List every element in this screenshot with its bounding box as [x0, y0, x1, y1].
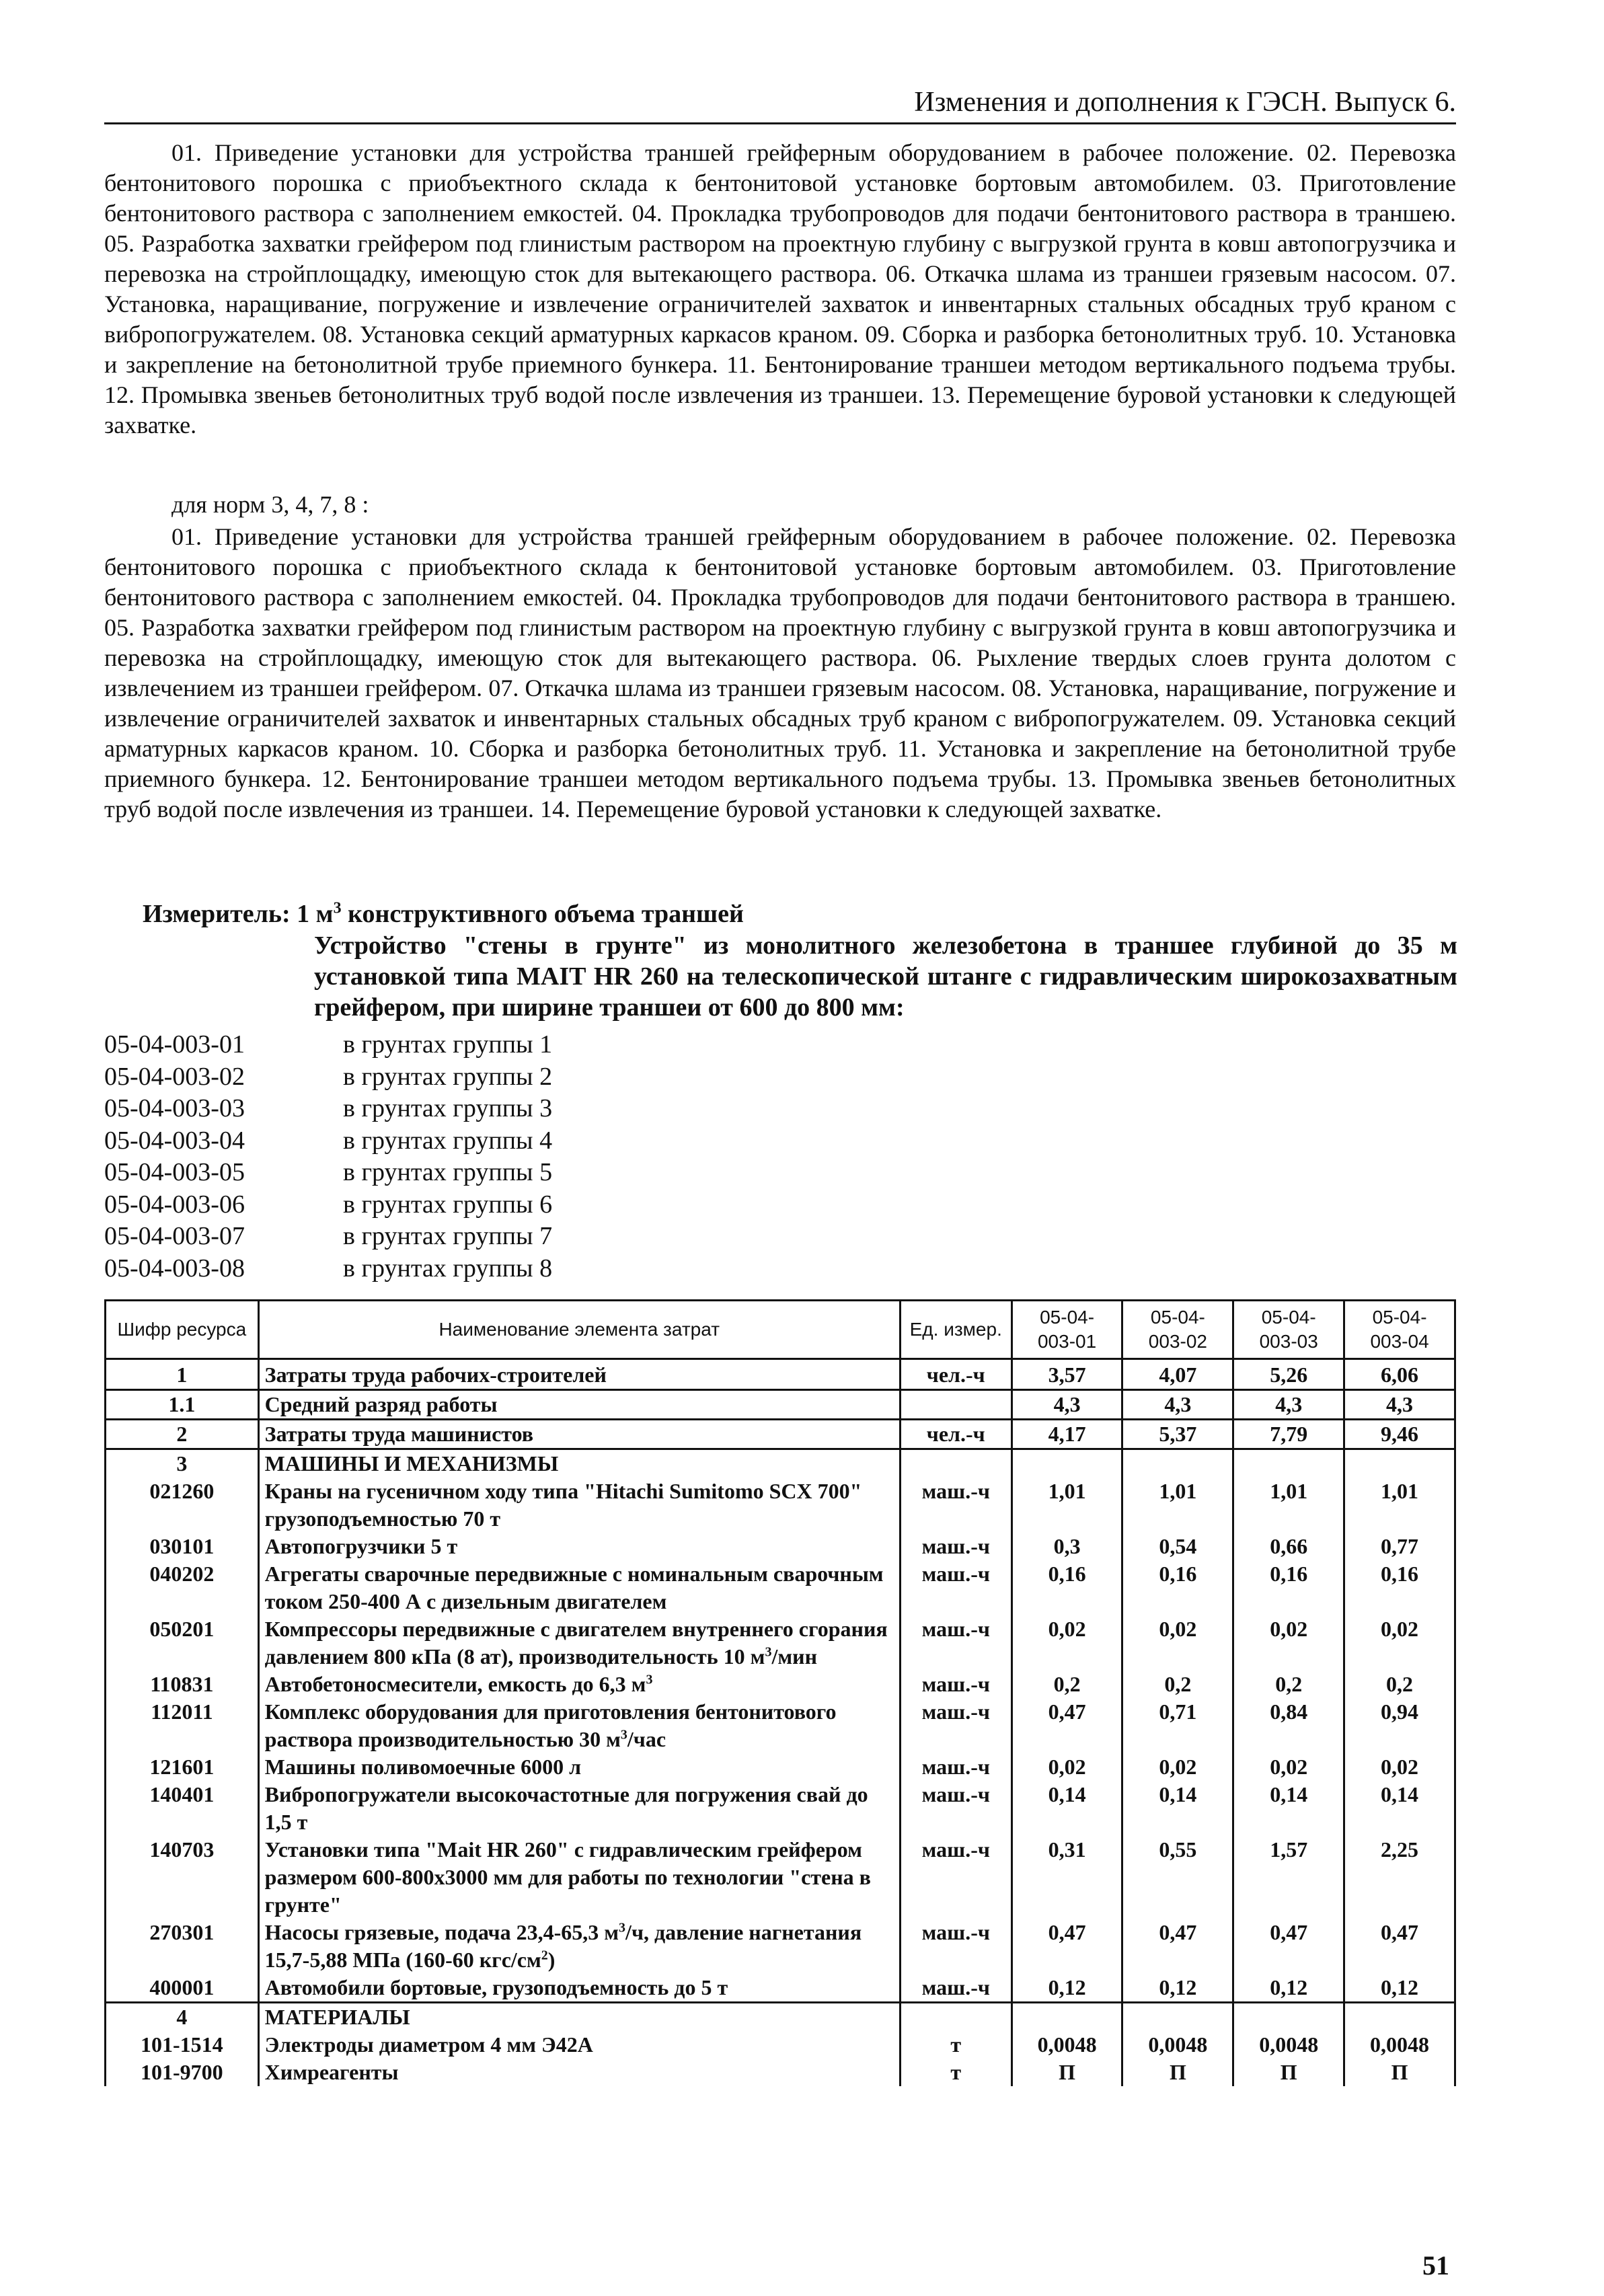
resource-value: 0,55: [1122, 1836, 1233, 1919]
resource-value: 4,17: [1011, 1420, 1122, 1449]
resource-code: 270301: [106, 1919, 259, 1974]
resource-value: [1233, 1449, 1344, 1478]
resource-value: 4,07: [1122, 1359, 1233, 1390]
resource-value: 0,12: [1233, 1974, 1344, 2003]
header-title: Изменения и дополнения к ГЭСН. Выпуск 6.: [914, 87, 1456, 118]
norm-code: 05-04-003-06: [104, 1190, 245, 1219]
table-row: [106, 1560, 1455, 1615]
resource-unit: чел.-ч: [900, 1420, 1011, 1449]
work-composition-paragraph-1: 01. Приведение установки для устройства траншей грейферным оборудованием в рабочее положение. 02. Перевозка бентонитового порошка с приобъектного склада к бентонитовой установке бортовым автомобилем. 03. Приготовление бентонитового раствора с заполнением емкостей. 04. Прокладка трубопроводов для подачи бентонитового раствора в траншею. 05. Разработка захватки грейфером под глинистым раствором на проектную глубину с выгрузкой грунта в ковш автопогрузчика и перевозка на стройплощадку, имеющую сток для вытекающего раствора. 06. Откачка шлама из траншеи грязевым насосом. 07. Установка, наращивание, погружение и извлечение ограничителей захваток и инвентарных стальных обсадных труб краном с вибропогружателем. 08. Установка секций арматурных каркасов краном. 09. Сборка и разборка бетонолитных труб. 10. Установка и закрепление на бетонолитной трубе приемного бункера. 11. Бентонирование траншеи методом вертикального подъема трубы. 12. Промывка звеньев бетонолитных труб водой после извлечения из траншеи. 13. Перемещение буровой установки к следующей захватке.: [104, 139, 1456, 438]
table-row: [106, 1359, 1455, 1390]
resource-value: 0,31: [1011, 1836, 1122, 1919]
norm-code-label: в грунтах группы 6: [343, 1190, 553, 1219]
resource-value: 2,25: [1344, 1836, 1455, 1919]
resource-value: 0,0048: [1344, 2031, 1455, 2059]
resource-value: 1,01: [1233, 1478, 1344, 1533]
resource-name: Машины поливомоечные 6000 л: [258, 1753, 900, 1781]
page-number: 51: [1422, 2250, 1449, 2281]
resource-value: 1,01: [1011, 1478, 1122, 1533]
resource-unit: маш.-ч: [900, 1615, 1011, 1671]
table-row: [106, 1420, 1455, 1449]
resource-name: Краны на гусеничном ходу типа "Hitachi Sumitomo SCX 700" грузоподъемностью 70 т: [258, 1478, 900, 1533]
resource-name: Установки типа "Mait HR 260" с гидравлическим грейфером размером 600-800х3000 мм для работы по технологии "стена в грунте": [258, 1836, 900, 1919]
resource-value: 0,12: [1122, 1974, 1233, 2003]
resource-value: П: [1011, 2059, 1122, 2086]
column-header: 05-04- 003-03: [1233, 1301, 1344, 1359]
norm-code: 05-04-003-02: [104, 1062, 245, 1091]
resource-value: 0,2: [1011, 1671, 1122, 1698]
resource-code: 140401: [106, 1781, 259, 1836]
resource-value: 1,57: [1233, 1836, 1344, 1919]
resource-value: 0,54: [1122, 1533, 1233, 1560]
column-header: Ед. измер.: [900, 1301, 1011, 1359]
norm-code-label: в грунтах группы 1: [343, 1030, 553, 1059]
measure-label: Измеритель:: [143, 900, 291, 928]
resource-name: Средний разряд работы: [258, 1390, 900, 1420]
resource-value: 3,57: [1011, 1359, 1122, 1390]
resource-value: 0,02: [1233, 1753, 1344, 1781]
norm-code-row: [104, 1125, 552, 1157]
norm-code: 05-04-003-08: [104, 1254, 245, 1283]
norm-code: 05-04-003-05: [104, 1158, 245, 1186]
table-body: [106, 1359, 1455, 2087]
resource-value: 0,2: [1233, 1671, 1344, 1698]
column-header: Наименование элемента затрат: [258, 1301, 900, 1359]
column-header: Шифр ресурса: [106, 1301, 259, 1359]
table-row: [106, 1836, 1455, 1919]
norm-code: 05-04-003-07: [104, 1222, 245, 1250]
norm-code-label: в грунтах группы 3: [343, 1094, 553, 1122]
resource-value: [1011, 2003, 1122, 2032]
resource-value: 0,47: [1011, 1919, 1122, 1974]
resource-value: 0,02: [1344, 1753, 1455, 1781]
norm-code: 05-04-003-01: [104, 1030, 245, 1059]
table-header-row: [106, 1301, 1455, 1359]
resource-value: 0,14: [1233, 1781, 1344, 1836]
norm-code-row: [104, 1189, 552, 1221]
resource-value: П: [1122, 2059, 1233, 2086]
resource-value: 0,47: [1344, 1919, 1455, 1974]
resource-name: Насосы грязевые, подача 23,4-65,3 $м^3/ч$, давление нагнетания 15,7-5,88 МПа (160-60 кгс/$см^2$): [258, 1919, 900, 1974]
measure-unit: [143, 899, 744, 929]
resource-code: 101-9700: [106, 2059, 259, 2086]
resource-value: 4,3: [1122, 1390, 1233, 1420]
resource-table: [104, 1299, 1456, 2086]
resource-code: 110831: [106, 1671, 259, 1698]
resource-value: 5,37: [1122, 1420, 1233, 1449]
resource-unit: маш.-ч: [900, 1919, 1011, 1974]
resource-value: 0,16: [1011, 1560, 1122, 1615]
resource-code: 112011: [106, 1698, 259, 1753]
resource-code: 050201: [106, 1615, 259, 1671]
norm-code-list: [104, 1029, 552, 1285]
resource-value: 0,02: [1011, 1615, 1122, 1671]
resource-name: Электроды диаметром 4 мм Э42А: [258, 2031, 900, 2059]
norm-code-label: в грунтах группы 7: [343, 1222, 553, 1250]
resource-unit: [900, 1449, 1011, 1478]
resource-code: 2: [106, 1420, 259, 1449]
resource-value: 0,0048: [1011, 2031, 1122, 2059]
norm-code-label: в грунтах группы 4: [343, 1126, 553, 1155]
resource-unit: т: [900, 2059, 1011, 2086]
norm-code: 05-04-003-03: [104, 1094, 245, 1122]
norm-code-label: в грунтах группы 5: [343, 1158, 553, 1186]
table-row: [106, 1919, 1455, 1974]
table-row: [106, 1698, 1455, 1753]
resource-code: 101-1514: [106, 2031, 259, 2059]
resource-value: 0,47: [1011, 1698, 1122, 1753]
resource-value: 0,84: [1233, 1698, 1344, 1753]
resource-value: 0,02: [1122, 1753, 1233, 1781]
resource-name: Комплекс оборудования для приготовления бентонитового раствора производительностью 30 $м^3$/час: [258, 1698, 900, 1753]
resource-name: Затраты труда рабочих-строителей: [258, 1359, 900, 1390]
resource-unit: маш.-ч: [900, 1753, 1011, 1781]
norm-code-row: [104, 1253, 552, 1285]
resource-value: 4,3: [1011, 1390, 1122, 1420]
resource-value: 7,79: [1233, 1420, 1344, 1449]
resource-name: МАШИНЫ И МЕХАНИЗМЫ: [258, 1449, 900, 1478]
norm-description: Устройство "стены в грунте" из монолитного железобетона в траншее глубиной до 35 м установкой типа MAIT HR 260 на телескопической штанге с гидравлическим широкозахватным грейфером, при ширине траншеи от 600 до 800 мм:: [314, 931, 1457, 1022]
table-row: [106, 2059, 1455, 2086]
resource-unit: маш.-ч: [900, 1781, 1011, 1836]
resource-unit: т: [900, 2031, 1011, 2059]
resource-value: 0,02: [1122, 1615, 1233, 1671]
resource-code: 3: [106, 1449, 259, 1478]
resource-name: Затраты труда машинистов: [258, 1420, 900, 1449]
table-row: [106, 1671, 1455, 1698]
table-row: [106, 1449, 1455, 1478]
resource-unit: чел.-ч: [900, 1359, 1011, 1390]
resource-value: [1344, 2003, 1455, 2032]
resource-code: 1: [106, 1359, 259, 1390]
resource-code: 4: [106, 2003, 259, 2032]
resource-unit: [900, 2003, 1011, 2032]
resource-value: [1122, 1449, 1233, 1478]
table-row: [106, 2003, 1455, 2032]
resource-value: 0,94: [1344, 1698, 1455, 1753]
column-header: 05-04- 003-02: [1122, 1301, 1233, 1359]
resource-name: Автопогрузчики 5 т: [258, 1533, 900, 1560]
resource-name: МАТЕРИАЛЫ: [258, 2003, 900, 2032]
norm-code: 05-04-003-04: [104, 1126, 245, 1155]
resource-value: 0,47: [1233, 1919, 1344, 1974]
norm-code-row: [104, 1221, 552, 1253]
resource-value: П: [1233, 2059, 1344, 2086]
resource-value: 0,3: [1011, 1533, 1122, 1560]
resource-value: 0,02: [1344, 1615, 1455, 1671]
resource-unit: маш.-ч: [900, 1533, 1011, 1560]
resource-unit: маш.-ч: [900, 1836, 1011, 1919]
resource-code: 1.1: [106, 1390, 259, 1420]
resource-value: П: [1344, 2059, 1455, 2086]
resource-code: 140703: [106, 1836, 259, 1919]
measure-value: 1 м: [297, 900, 334, 928]
resource-code: 121601: [106, 1753, 259, 1781]
resource-value: 0,0048: [1233, 2031, 1344, 2059]
norm-code-row: [104, 1157, 552, 1189]
resource-value: 0,47: [1122, 1919, 1233, 1974]
resource-value: 0,2: [1122, 1671, 1233, 1698]
resource-value: 1,01: [1344, 1478, 1455, 1533]
resource-value: 0,12: [1344, 1974, 1455, 2003]
resource-value: [1011, 1449, 1122, 1478]
resource-value: 0,14: [1122, 1781, 1233, 1836]
resource-name: Автомобили бортовые, грузоподъемность до 5 т: [258, 1974, 900, 2003]
resource-unit: маш.-ч: [900, 1671, 1011, 1698]
resource-value: 4,3: [1344, 1390, 1455, 1420]
resource-value: 6,06: [1344, 1359, 1455, 1390]
resource-value: 0,71: [1122, 1698, 1233, 1753]
resource-value: 0,16: [1233, 1560, 1344, 1615]
table-row: [106, 1781, 1455, 1836]
resource-value: 0,16: [1122, 1560, 1233, 1615]
resource-value: [1344, 1449, 1455, 1478]
resource-unit: маш.-ч: [900, 1974, 1011, 2003]
resource-value: [1122, 2003, 1233, 2032]
resource-name: Агрегаты сварочные передвижные с номинальным сварочным током 250-400 А с дизельным двигателем: [258, 1560, 900, 1615]
resource-value: 0,14: [1344, 1781, 1455, 1836]
resource-value: 5,26: [1233, 1359, 1344, 1390]
table-row: [106, 1615, 1455, 1671]
resource-code: 040202: [106, 1560, 259, 1615]
table-row: [106, 2031, 1455, 2059]
column-header: 05-04- 003-04: [1344, 1301, 1455, 1359]
norm-code-label: в грунтах группы 8: [343, 1254, 553, 1283]
resource-name: Автобетоносмесители, емкость до 6,3 $м^3$: [258, 1671, 900, 1698]
resource-value: 0,77: [1344, 1533, 1455, 1560]
norm-code-row: [104, 1061, 552, 1094]
table-row: [106, 1753, 1455, 1781]
resource-value: 9,46: [1344, 1420, 1455, 1449]
table-row: [106, 1390, 1455, 1420]
resource-unit: маш.-ч: [900, 1560, 1011, 1615]
page-header: [104, 82, 1456, 124]
measure-sup: 3: [333, 899, 342, 917]
resource-value: 0,0048: [1122, 2031, 1233, 2059]
norm-code-row: [104, 1093, 552, 1125]
resource-unit: маш.-ч: [900, 1698, 1011, 1753]
resource-unit: маш.-ч: [900, 1478, 1011, 1533]
resource-code: 021260: [106, 1478, 259, 1533]
resource-value: 1,01: [1122, 1478, 1233, 1533]
table-row: [106, 1533, 1455, 1560]
resource-value: 0,02: [1233, 1615, 1344, 1671]
resource-value: 0,12: [1011, 1974, 1122, 2003]
resource-unit: [900, 1390, 1011, 1420]
resource-value: 0,02: [1011, 1753, 1122, 1781]
work-composition-paragraph-2: 01. Приведение установки для устройства траншей грейферным оборудованием в рабочее положение. 02. Перевозка бентонитового порошка с приобъектного склада к бентонитовой установке бортовым автомобилем. 03. Приготовление бентонитового раствора с заполнением емкостей. 04. Прокладка трубопроводов для подачи бентонитового раствора в траншею. 05. Разработка захватки грейфером под глинистым раствором на проектную глубину с выгрузкой грунта в ковш автопогрузчика и перевозка на стройплощадку, имеющую сток для вытекающего раствора. 06. Рыхление твердых слоев грунта долотом с извлечением из траншеи грейфером. 07. Откачка шлама из траншеи грязевым насосом. 08. Установка, наращивание, погружение и извлечение ограничителей захваток и инвентарных стальных обсадных труб краном с вибропогружателем. 09. Установка секций арматурных каркасов краном. 10. Сборка и разборка бетонолитных труб. 11. Установка и закрепление на бетонолитной трубе приемного бункера. 12. Бентонирование траншеи методом вертикального подъема трубы. 13. Промывка звеньев бетонолитных труб водой после извлечения из траншеи. 14. Перемещение буровой установки к следующей захватке.: [104, 523, 1456, 822]
resource-value: 0,16: [1344, 1560, 1455, 1615]
resource-value: [1233, 2003, 1344, 2032]
column-header: 05-04- 003-01: [1011, 1301, 1122, 1359]
measure-rest: конструктивного объема траншей: [341, 900, 744, 928]
resource-code: 030101: [106, 1533, 259, 1560]
resource-value: 0,2: [1344, 1671, 1455, 1698]
norm-code-label: в грунтах группы 2: [343, 1062, 553, 1091]
resource-name: Химреагенты: [258, 2059, 900, 2086]
table-row: [106, 1974, 1455, 2003]
resource-name: Компрессоры передвижные с двигателем внутреннего сгорания давлением 800 кПа (8 ат), производительность 10 $м^3$/мин: [258, 1615, 900, 1671]
norms-note: для норм 3, 4, 7, 8 :: [171, 491, 369, 518]
resource-value: 4,3: [1233, 1390, 1344, 1420]
resource-name: Вибропогружатели высокочастотные для погружения свай до 1,5 т: [258, 1781, 900, 1836]
table-row: [106, 1478, 1455, 1533]
resource-value: 0,14: [1011, 1781, 1122, 1836]
norm-code-row: [104, 1029, 552, 1061]
resource-value: 0,66: [1233, 1533, 1344, 1560]
resource-code: 400001: [106, 1974, 259, 2003]
